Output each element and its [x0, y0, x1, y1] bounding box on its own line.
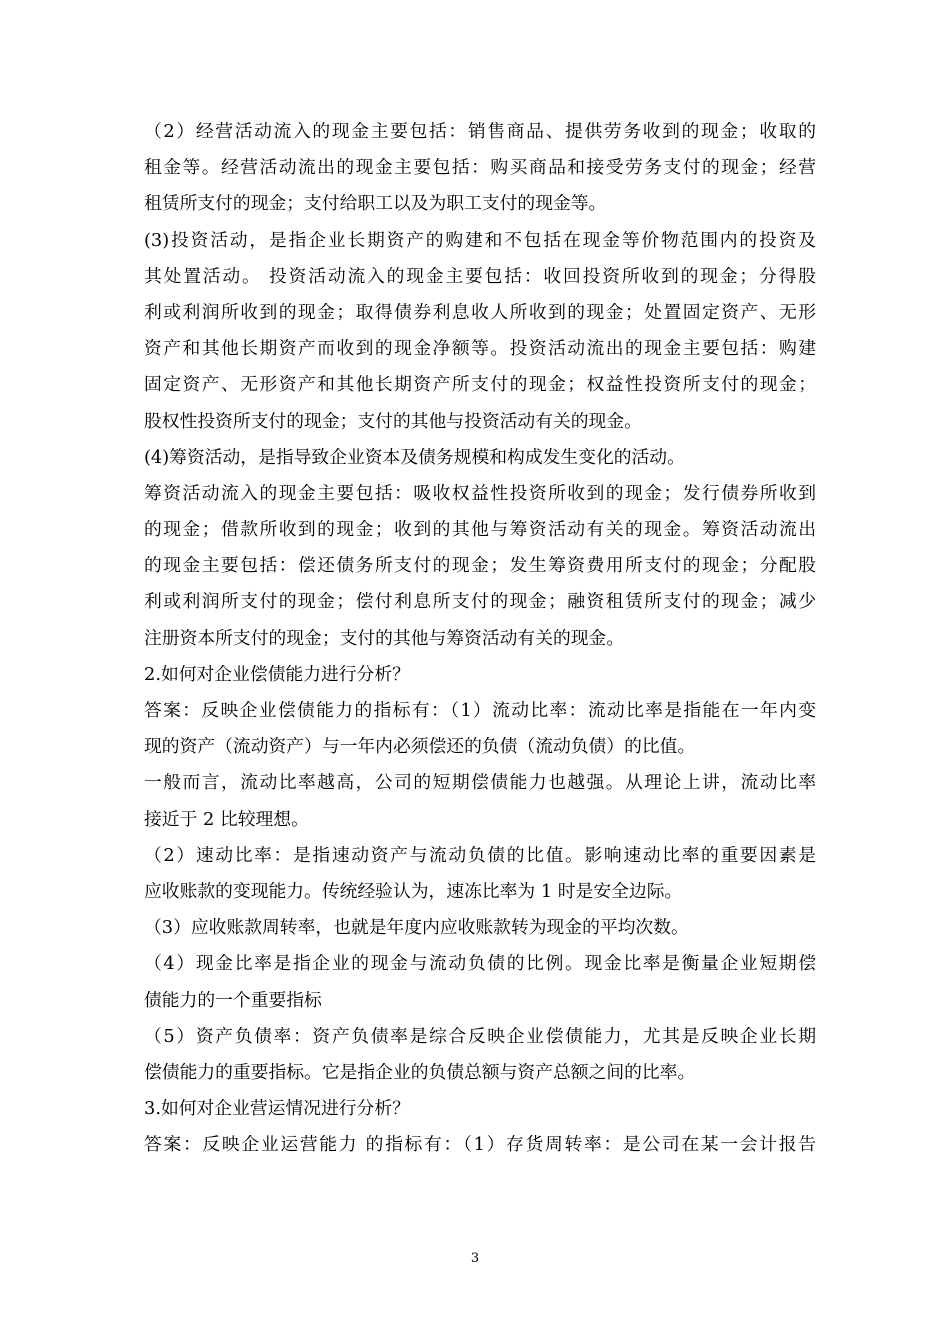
text-line: 筹资活动流入的现金主要包括：吸收权益性投资所收到的现金；发行债券所收到 — [144, 482, 816, 504]
text-line: 偿债能力的重要指标。它是指企业的负债总额与资产总额之间的比率。 — [144, 1061, 696, 1083]
text-line: 利或利润所收到的现金；取得债券利息收人所收到的现金；处置固定资产、无形 — [144, 301, 816, 323]
text-line: 其处置活动。 投资活动流入的现金主要包括：收回投资所收到的现金；分得股 — [144, 265, 816, 287]
text-line: （3）应收账款周转率，也就是年度内应收账款转为现金的平均次数。 — [144, 917, 689, 939]
text-line: 的现金主要包括：偿还债务所支付的现金；发生筹资费用所支付的现金；分配股 — [144, 555, 816, 577]
text-line: （5）资产负债率：资产负债率是综合反映企业偿债能力，尤其是反映企业长期 — [144, 1025, 816, 1047]
question-heading: 3.如何对企业营运情况进行分析？ — [144, 1098, 410, 1120]
text-line: (4)筹资活动，是指导致企业资本及债务规模和构成发生变化的活动。 — [144, 446, 685, 468]
text-line: 接近于 2 比较理想。 — [144, 808, 309, 830]
page-number: 3 — [470, 1251, 480, 1266]
text-line: 答案：反映企业偿债能力的指标有：（1）流动比率：流动比率是指能在一年内变 — [144, 700, 816, 721]
text-line: （2）经营活动流入的现金主要包括：销售商品、提供劳务收到的现金；收取的 — [144, 121, 816, 142]
text-line: 答案：反映企业运营能力 的指标有：（1）存货周转率：是公司在某一会计报告 — [144, 1134, 816, 1156]
text-line: （4）现金比率是指企业的现金与流动负债的比例。现金比率是衡量企业短期偿 — [144, 953, 816, 975]
question-heading: 2.如何对企业偿债能力进行分析？ — [144, 663, 410, 685]
text-line: (3)投资活动，是指企业长期资产的购建和不包括在现金等价物范围内的投资及 — [144, 229, 816, 251]
text-line: 固定资产、无形资产和其他长期资产所支付的现金；权益性投资所支付的现金； — [144, 374, 816, 396]
text-line: 应收账款的变现能力。传统经验认为，速冻比率为 1 时是安全边际。 — [144, 880, 683, 902]
text-line: 利或利润所支付的现金；偿付利息所支付的现金；融资租赁所支付的现金；减少 — [144, 591, 816, 613]
text-line: 股权性投资所支付的现金；支付的其他与投资活动有关的现金。 — [144, 410, 642, 432]
text-line: （2）速动比率：是指速动资产与流动负债的比值。影响速动比率的重要因素是 — [144, 844, 816, 866]
text-line: 现的资产（流动资产）与一年内必须偿还的负债（流动负债）的比值。 — [144, 736, 696, 758]
text-line: 一般而言，流动比率越高，公司的短期偿债能力也越强。从理论上讲，流动比率 — [144, 772, 816, 794]
text-line: 资产和其他长期资产而收到的现金净额等。投资活动流出的现金主要包括：购建 — [144, 338, 816, 360]
body-text — [144, 114, 816, 1163]
text-line: 租赁所支付的现金；支付给职工以及为职工支付的现金等。 — [144, 193, 607, 215]
text-line: 债能力的一个重要指标 — [144, 989, 322, 1011]
text-line: 租金等。经营活动流出的现金主要包括：购买商品和接受劳务支付的现金；经营 — [144, 157, 816, 179]
text-line: 注册资本所支付的现金；支付的其他与筹资活动有关的现金。 — [144, 627, 625, 649]
text-line: 的现金；借款所收到的现金；收到的其他与筹资活动有关的现金。筹资活动流出 — [144, 519, 816, 541]
